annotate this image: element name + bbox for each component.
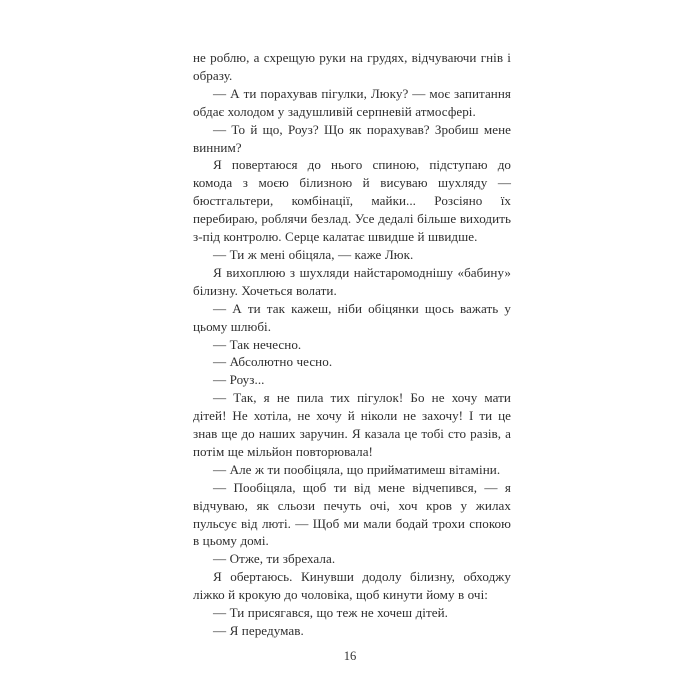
- page-number: 16: [343, 649, 357, 663]
- paragraph: — Ти присягався, що теж не хочеш дітей.: [213, 605, 449, 621]
- paragraph: — То й що, Роуз? Що як порахував? Зробиш мене винним?: [193, 121, 511, 155]
- paragraph: — Пообіцяла, щоб ти від мене відчепився, — я відчуваю, як сльози печуть очі, хоч кров у жилах пульсує від люті. — Щоб ми мали бодай трохи спокою в цьому домі.: [193, 479, 511, 549]
- paragraph: Я вихоплюю з шухляди найстаромоднішу «бабину» білизну. Хочеться волати.: [193, 264, 511, 298]
- paragraph: — Але ж ти пообіцяла, що прийматимеш вітаміни.: [213, 461, 501, 477]
- page-text-block: [193, 49, 511, 640]
- paragraph: не роблю, а схрещую руки на грудях, відчуваючи гнів і образу.: [193, 50, 511, 83]
- paragraph: — Роуз...: [213, 372, 265, 388]
- paragraph: — Отже, ти збрехала.: [213, 551, 336, 567]
- paragraph: — Я передумав.: [213, 623, 304, 638]
- paragraph: Я обертаюсь. Кинувши додолу білизну, обходжу ліжко й крокую до чоловіка, щоб кинути йому в очі:: [193, 569, 511, 603]
- paragraph: — Ти ж мені обіцяла, — каже Люк.: [213, 246, 414, 262]
- paragraph: — А ти так кажеш, ніби обіцянки щось важать у цьому шлюбі.: [193, 300, 511, 334]
- paragraph: — Так нечесно.: [213, 336, 302, 352]
- paragraph: Я повертаюся до нього спиною, підступаю до комода з моєю білизною й висуваю шухляду — бюстгальтери, комбінації, майки... Розсіяно їх перебираю, роблячи безлад. Усе дедалі більше виходить з-під контролю. Серце калатає швидше й швидше.: [193, 157, 511, 245]
- paragraph: — Так, я не пила тих пігулок! Бо не хочу мати дітей! Не хотіла, не хочу й ніколи не захочу! І ти це знав ще до наших заручин. Я казала це тобі сто разів, а потім ще мільйон повторювала!: [193, 390, 511, 459]
- paragraph: — Абсолютно чесно.: [213, 354, 333, 370]
- paragraph: — А ти порахував пігулки, Люку? — моє запитання обдає холодом у задушливій серпневій атмосфері.: [193, 85, 511, 119]
